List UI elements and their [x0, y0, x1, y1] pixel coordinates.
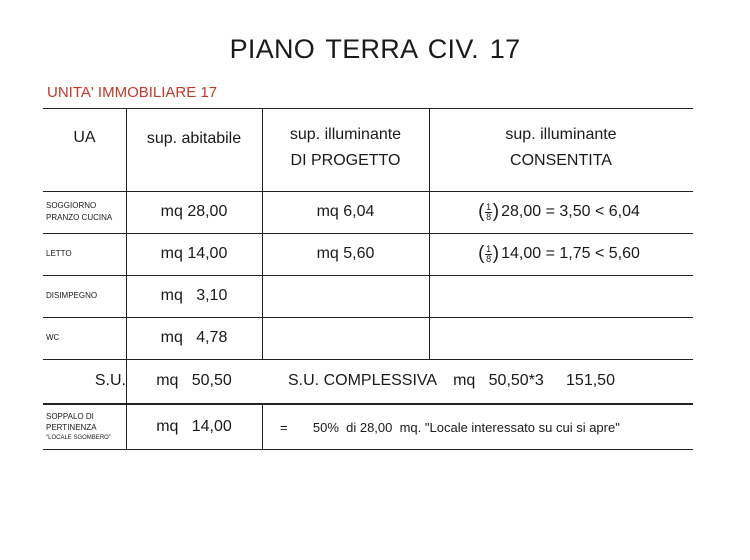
header-sup-illuminante-progetto [262, 122, 429, 174]
unit-subtitle: UNITA' IMMOBILIARE 17 [47, 84, 218, 101]
row-soggiorno-consentita [429, 191, 693, 233]
row-disimpegno-ua: DISIMPEGNO [46, 291, 98, 300]
row-letto-consentita [429, 233, 693, 275]
header-sup-illuminante-consentita [429, 122, 693, 174]
row-wc-abitabile: mq 4,78 [160, 329, 228, 346]
table-bottom-border [43, 449, 693, 450]
row-soggiorno-abitabile: mq 28,00 [160, 203, 228, 220]
surface-table [43, 108, 693, 450]
header-progetto-line1: sup. illuminante [289, 126, 402, 143]
soppalco-ua [46, 405, 126, 449]
header-ua [43, 108, 126, 168]
soppalco-label-line2: PERTINENZA [46, 422, 97, 432]
header-consentita-line1: sup. illuminante [505, 126, 617, 143]
row-disimpegno-abitabile: mq 3,10 [160, 287, 228, 304]
soppalco-description: = 50% di 28,00 mq. "Locale interessato su cui si apre" [280, 419, 620, 435]
row-letto-ua: LETTO [46, 249, 72, 258]
consentita-formula: 28,00 = 3,50 < 6,04 [501, 203, 640, 220]
consentita-formula: 14,00 = 1,75 < 5,60 [501, 245, 640, 262]
soppalco-label-line1: SOPPALO DI [46, 411, 94, 421]
fraction-one-eighth: ( $\frac{1}{8}$ ) [482, 203, 495, 222]
row-soggiorno-progetto: mq 6,04 [316, 203, 375, 220]
row-soggiorno-ua [46, 191, 126, 233]
ua-label-line2: PRANZO CUCINA [46, 213, 113, 222]
fraction-one-eighth: ( $\frac{1}{8}$ ) [482, 245, 495, 264]
header-sup-abitabile-label: sup. abitabile [146, 130, 242, 147]
header-progetto-line2: DI PROGETTO [290, 152, 401, 169]
su-complessiva [262, 359, 693, 403]
row-letto-progetto: mq 5,60 [316, 245, 375, 262]
header-sup-abitabile [126, 108, 262, 170]
row-wc-ua: WC [46, 333, 60, 342]
ua-label-line1: SOGGIORNO [46, 201, 97, 210]
header-ua-label: UA [73, 129, 96, 146]
page-title: PIANO TERRA CIV. 17 [229, 34, 521, 64]
soppalco-note: "LOCALE SGOMBERO" [46, 434, 111, 441]
su-label: S.U. [94, 372, 126, 389]
header-consentita-line2: CONSENTITA [510, 152, 612, 169]
su-complessiva-value: mq 50,50*3 151,50 [453, 372, 615, 389]
su-abitabile: mq 50,50 [156, 372, 232, 389]
soppalco-abitabile: mq 14,00 [156, 418, 232, 435]
row-letto-abitabile: mq 14,00 [160, 245, 228, 262]
su-complessiva-label: S.U. COMPLESSIVA [288, 372, 438, 389]
